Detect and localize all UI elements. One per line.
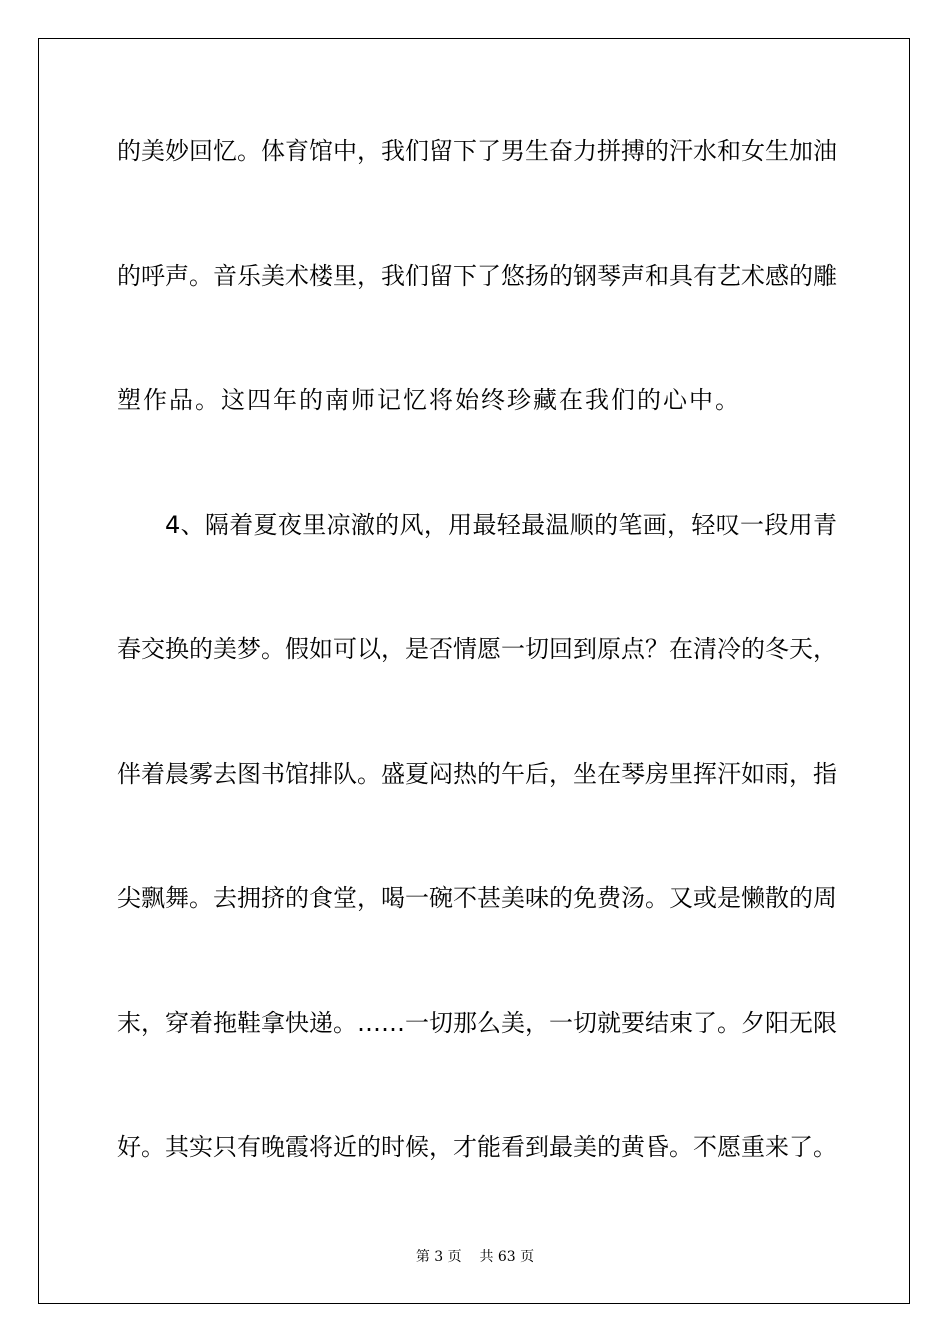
paragraph-line-4: 4、隔着夏夜里凉澈的风，用最轻最温顺的笔画，轻叹一段用青 — [165, 511, 837, 539]
paragraph-line-8: 末，穿着拖鞋拿快递。……一切那么美，一切就要结束了。夕阳无限 — [117, 1009, 837, 1037]
paragraph-line-5: 春交换的美梦。假如可以，是否情愿一切回到原点？在清冷的冬天， — [117, 635, 837, 663]
paragraph-line-7: 尖飘舞。去拥挤的食堂，喝一碗不甚美味的免费汤。又或是懒散的周 — [117, 884, 837, 912]
paragraph-line-2: 的呼声。音乐美术楼里，我们留下了悠扬的钢琴声和具有艺术感的雕 — [117, 262, 837, 290]
page-border — [38, 38, 910, 1304]
paragraph-line-3: 塑作品。这四年的南师记忆将始终珍藏在我们的心中。 — [117, 386, 741, 414]
page-footer — [0, 1247, 950, 1267]
page-number: 第 3 页 — [415, 1249, 462, 1265]
total-pages: 共 63 页 — [479, 1249, 535, 1265]
paragraph-line-6: 伴着晨雾去图书馆排队。盛夏闷热的午后，坐在琴房里挥汗如雨，指 — [117, 760, 837, 788]
paragraph-line-1: 的美妙回忆。体育馆中，我们留下了男生奋力拼搏的汗水和女生加油 — [117, 137, 837, 165]
paragraph-line-9: 好。其实只有晚霞将近的时候，才能看到最美的黄昏。不愿重来了。 — [117, 1133, 837, 1161]
